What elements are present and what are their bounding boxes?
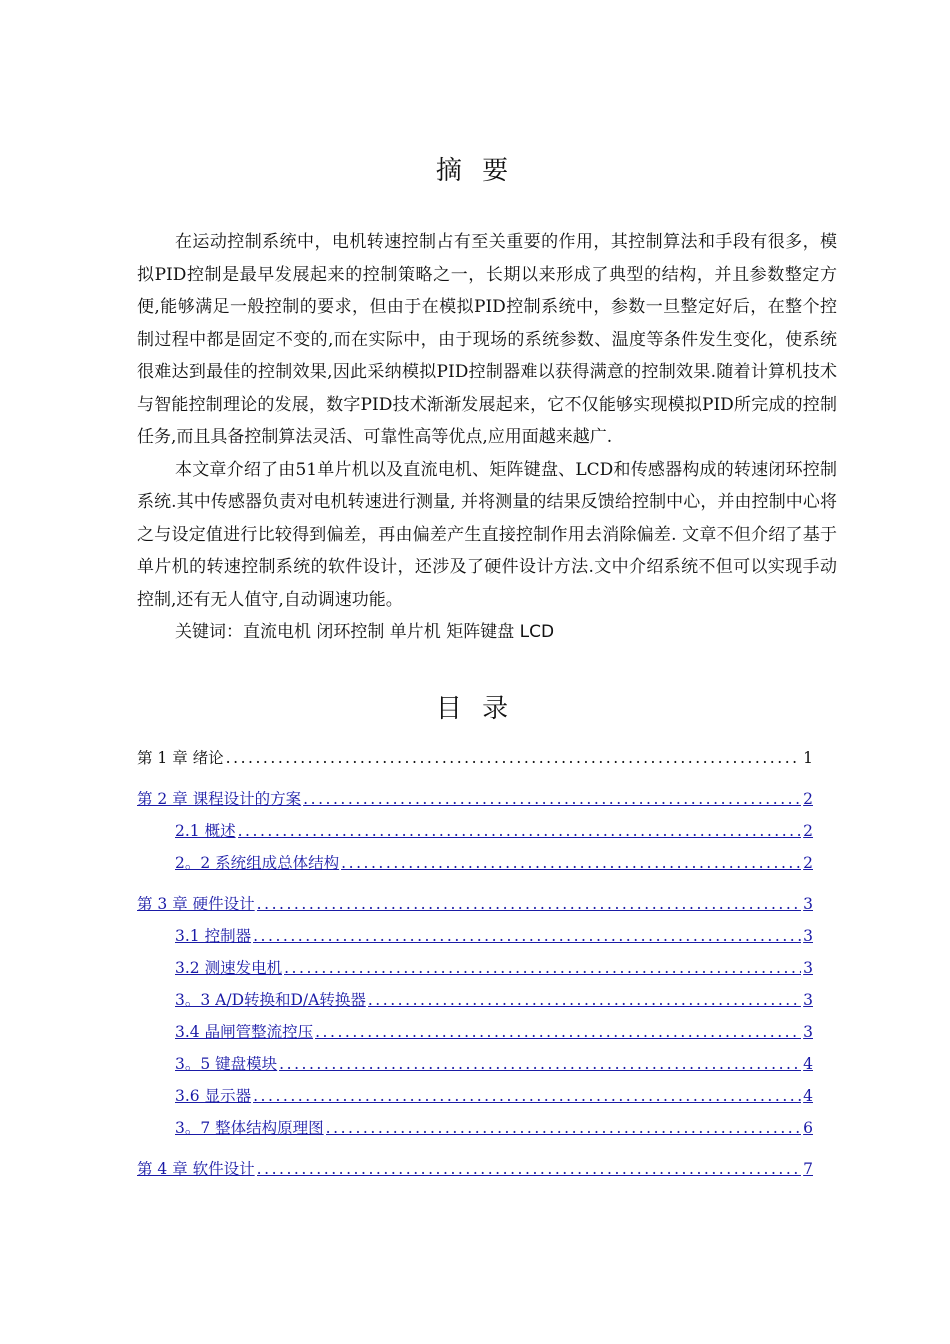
toc-entry-label: 第 4 章 软件设计 xyxy=(137,1160,255,1178)
toc-title: 目 录 xyxy=(435,694,515,724)
toc-entry-page-number: 3 xyxy=(803,991,813,1009)
toc-chapter-entry[interactable] xyxy=(137,891,813,923)
toc-entry-page-number: 1 xyxy=(803,749,813,767)
toc-entry-label: 3。7 整体结构原理图 xyxy=(175,1119,324,1137)
toc-entry-label: 2。2 系统组成总体结构 xyxy=(175,854,340,872)
keywords-values: 直流电机 闭环控制 单片机 矩阵键盘 LCD xyxy=(243,622,555,642)
toc-section-entry[interactable] xyxy=(137,1115,813,1147)
toc-section-entry[interactable] xyxy=(137,850,813,882)
toc-entry-page-number: 2 xyxy=(803,822,813,840)
toc-entry-page-number: 3 xyxy=(803,959,813,977)
toc-entry-label: 3。5 键盘模块 xyxy=(175,1055,278,1073)
toc-chapter-entry xyxy=(137,745,813,777)
toc-entry-page-number: 7 xyxy=(803,1160,813,1178)
toc-leader-dots xyxy=(303,786,801,812)
toc-section-entry[interactable] xyxy=(137,955,813,987)
toc-entry-label: 第 2 章 课程设计的方案 xyxy=(137,790,302,808)
keywords-label: 关键词： xyxy=(175,622,243,642)
abstract-body xyxy=(137,226,837,649)
toc-leader-dots xyxy=(257,1156,801,1182)
toc-entry-label: 3。3 A/D转换和D/A转换器 xyxy=(175,991,366,1009)
toc-leader-dots xyxy=(253,1083,801,1109)
abstract-title: 摘 要 xyxy=(435,156,515,186)
toc-entry-page-number: 3 xyxy=(803,1023,813,1041)
toc-entry-page-number: 3 xyxy=(803,895,813,913)
abstract-paragraph-2: 本文章介绍了由51单片机以及直流电机、矩阵键盘、LCD和传感器构成的转速闭环控制系统.其中传感器负责对电机转速进行测量, 并将测量的结果反馈给控制中心，并由控制中心将之与设定值进行比较得到偏差，再由偏差产生直接控制作用去消除偏差. 文章不但介绍了基于单片机的转速控制系统的软件设计，还涉及了硬件设计方法.文中介绍系统不但可以实现手动控制,还有无人值守,自动调速功能。 xyxy=(137,459,837,610)
toc-chapter-entry[interactable] xyxy=(137,1156,813,1188)
toc-entry-label: 3.2 测速发电机 xyxy=(175,959,283,977)
toc-entry-page-number: 6 xyxy=(803,1119,813,1137)
toc-entry-label: 第 1 章 绪论 xyxy=(137,749,224,767)
toc-section-entry[interactable] xyxy=(137,987,813,1019)
toc-entry-label: 3.1 控制器 xyxy=(175,927,252,945)
toc-section-entry[interactable] xyxy=(137,1051,813,1083)
toc-leader-dots xyxy=(226,745,801,771)
toc-leader-dots xyxy=(368,987,801,1013)
toc-chapter-entry[interactable] xyxy=(137,786,813,818)
toc-entry-page-number: 4 xyxy=(803,1087,813,1105)
toc-leader-dots xyxy=(238,818,802,844)
toc-entry-page-number: 4 xyxy=(803,1055,813,1073)
toc-entry-label: 2.1 概述 xyxy=(175,822,236,840)
toc-section-entry[interactable] xyxy=(137,1083,813,1115)
toc-entry-page-number: 3 xyxy=(803,927,813,945)
toc-entry-page-number: 2 xyxy=(803,854,813,872)
toc-leader-dots xyxy=(326,1115,801,1141)
abstract-paragraph-1: 在运动控制系统中，电机转速控制占有至关重要的作用，其控制算法和手段有很多，模拟PID控制是最早发展起来的控制策略之一，长期以来形成了典型的结构，并且参数整定方便,能够满足一般控制的要求，但由于在模拟PID控制系统中，参数一旦整定好后，在整个控制过程中都是固定不变的,而在实际中，由于现场的系统参数、温度等条件发生变化，使系统很难达到最佳的控制效果,因此采纳模拟PID控制器难以获得满意的控制效果.随着计算机技术与智能控制理论的发展，数字PID技术渐渐发展起来，它不仅能够实现模拟PID所完成的控制任务,而且具备控制算法灵活、可靠性高等优点,应用面越来越广. xyxy=(137,232,837,447)
toc-leader-dots xyxy=(284,955,801,981)
toc-section-entry[interactable] xyxy=(137,818,813,850)
toc-entry-label: 第 3 章 硬件设计 xyxy=(137,895,255,913)
toc-entry-label: 3.4 晶闸管整流控压 xyxy=(175,1023,314,1041)
toc-entry-page-number: 2 xyxy=(803,790,813,808)
toc-section-entry[interactable] xyxy=(137,923,813,955)
toc-leader-dots xyxy=(341,850,801,876)
toc-section-entry[interactable] xyxy=(137,1019,813,1051)
keywords-line xyxy=(137,616,837,649)
toc-leader-dots xyxy=(257,891,801,917)
toc-leader-dots xyxy=(253,923,801,949)
table-of-contents xyxy=(137,745,813,1188)
toc-leader-dots xyxy=(315,1019,801,1045)
toc-leader-dots xyxy=(279,1051,801,1077)
toc-entry-label: 3.6 显示器 xyxy=(175,1087,252,1105)
